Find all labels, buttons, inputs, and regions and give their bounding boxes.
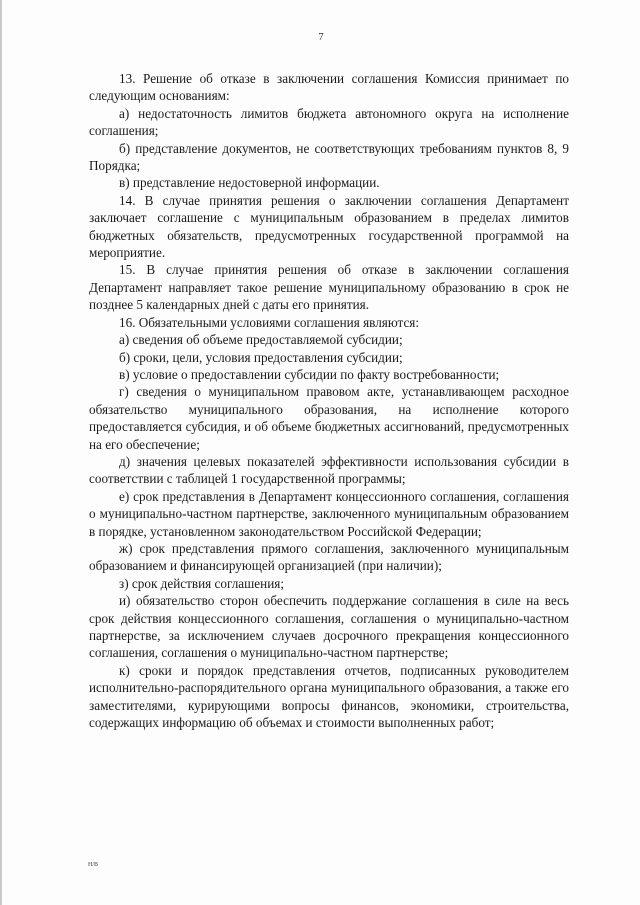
paragraph-13: 13. Решение об отказе в заключении соглашения Комиссия принимает по следующим основаниям: xyxy=(89,71,569,104)
footer-mark: H/B xyxy=(88,862,99,868)
paragraph-15: 15. В случае принятия решения об отказе в заключении соглашения Департамент направляет такое решение муниципальному образованию в срок не позднее 5 календарных дней с даты его принятия. xyxy=(89,262,569,313)
paragraph-13-a: а) недостаточность лимитов бюджета автономного округа на исполнение соглашения; xyxy=(89,105,569,139)
paragraph-16-z: з) срок действия соглашения; xyxy=(119,575,284,591)
document-body xyxy=(89,70,569,731)
paragraph-16-v: в) условие о предоставлении субсидии по факту востребованности; xyxy=(119,366,500,382)
paragraph-16-i: и) обязательство сторон обеспечить поддержание соглашения в силе на весь срок действия концессионного соглашения, соглашения о муниципально-частном партнерстве, за исключением случаев досрочного прекращения концессионного соглашения, соглашения о муниципально-частном партнерстве; xyxy=(89,593,569,661)
page-number: 7 xyxy=(318,31,324,43)
paragraph-13-v: в) представление недостоверной информации. xyxy=(119,175,380,191)
paragraph-16-d: д) значения целевых показателей эффективности использования субсидии в соответствии с таблицей 1 государственной программы; xyxy=(89,453,569,487)
paragraph-13-b: б) представление документов, не соответствующих требованиям пунктов 8, 9 Порядка; xyxy=(89,140,569,174)
paragraph-16-e: е) срок представления в Департамент концессионного соглашения, соглашения о муниципально-частном партнерстве, заключенного муниципальным образованием в порядке, установленном законодательством Российской Федерации; xyxy=(89,488,569,539)
paragraph-16: 16. Обязательными условиями соглашения являются: xyxy=(119,314,420,330)
paragraph-16-a: а) сведения об объеме предоставляемой субсидии; xyxy=(119,332,403,348)
paragraph-16-zh: ж) срок представления прямого соглашения, заключенного муниципальным образованием и финансирующей организацией (при наличии); xyxy=(89,540,569,574)
paragraph-16-g: г) сведения о муниципальном правовом акте, устанавливающем расходное обязательство муниципального образования, на исполнение которого предоставляется субсидия, и об объеме бюджетных ассигнований, предусмотренных на его обеспечение; xyxy=(89,384,569,452)
paragraph-16-k: к) сроки и порядок представления отчетов, подписанных руководителем исполнительно-распорядительного органа муниципального образования, а также его заместителями, курирующими вопросы финансов, экономики, строительства, содержащих информацию об объемах и стоимости выполненных работ; xyxy=(89,662,569,731)
paragraph-14: 14. В случае принятия решения о заключении соглашения Департамент заключает соглашение с муниципальным образованием в пределах лимитов бюджетных обязательств, предусмотренных государственной программой на мероприятие. xyxy=(89,192,569,261)
paragraph-16-b: б) сроки, цели, условия предоставления субсидии; xyxy=(119,349,403,365)
